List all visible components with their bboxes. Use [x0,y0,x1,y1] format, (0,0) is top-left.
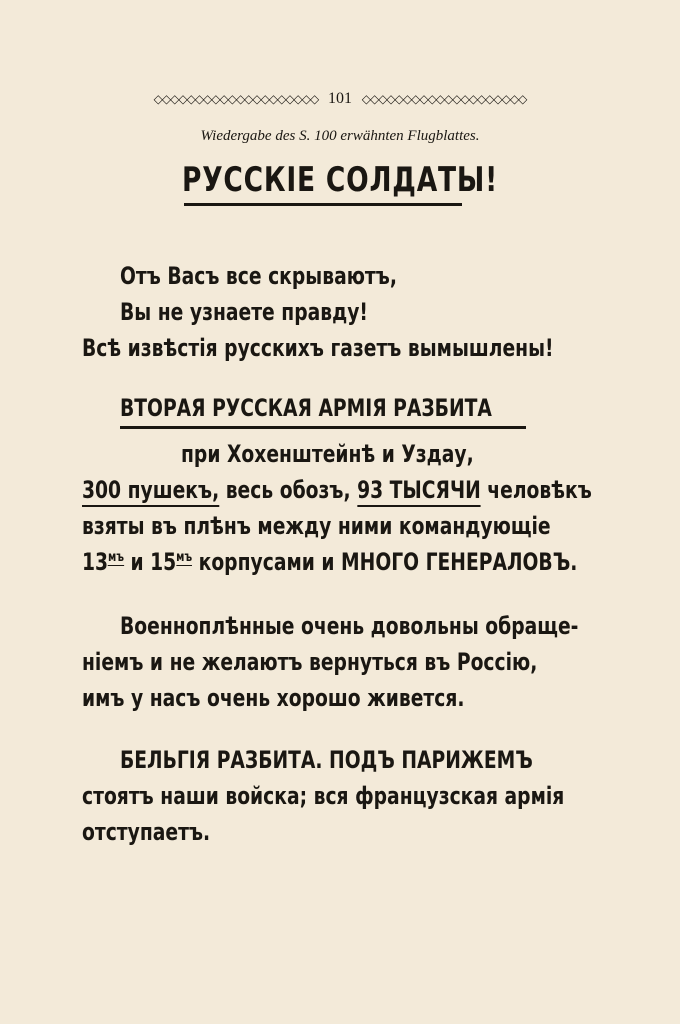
para2-heading: ВТОРАЯ РУССКАЯ АРМІЯ РАЗБИТА [120,394,492,422]
guns-count: 300 пушекъ, [82,476,219,507]
para2-line4 [82,548,577,576]
corps-15: и 15 [123,548,177,576]
para1-line2: Вы не узнаете правду! [120,298,368,326]
corps-13-suffix: мъ [108,550,124,565]
leaflet-title: РУССКІЕ СОЛДАТЫ! [181,160,499,200]
heading-underline [120,426,526,429]
para2-line3: взяты въ плѣнъ между ними командующіе [82,512,551,540]
page-number: 101 [328,90,352,107]
para2-line2-b: весь обозъ, [219,476,358,504]
ornament-left: ◇◇◇◇◇◇◇◇◇◇◇◇◇◇◇◇◇◇◇◇ [153,92,319,106]
ornament-right: ◇◇◇◇◇◇◇◇◇◇◇◇◇◇◇◇◇◇◇◇ [361,92,527,106]
para4-line2: стоятъ наши войска; вся французская армія [82,782,565,810]
prisoners-count: 93 ТЫСЯЧИ [357,476,481,507]
title-underline [184,203,462,206]
para2-line2-d: человѣкъ [480,476,592,504]
para1-line1: Отъ Васъ все скрываютъ, [120,262,397,290]
page-header [0,90,680,108]
para2-line2 [82,476,592,504]
corps-15-suffix: мъ [176,550,193,565]
corps-13: 13 [82,548,109,576]
para4-line1: БЕЛЬГІЯ РАЗБИТА. ПОДЪ ПАРИЖЕМЪ [120,746,533,774]
para3-line3: имъ у насъ очень хорошо живется. [82,684,465,712]
para2-line1: при Хохенштейнѣ и Уздау, [181,440,474,468]
para1-line3: Всѣ извѣстія русскихъ газетъ вымышлены! [82,334,554,362]
caption: Wiedergabe des S. 100 erwähnten Flugblattes. [200,128,480,144]
para4-line3: отступаетъ. [82,818,211,846]
para3-line1: Военноплѣнные очень довольны обраще- [120,612,579,640]
para2-line4-c: корпусами и МНОГО ГЕНЕРАЛОВЪ. [192,548,578,576]
para3-line2: ніемъ и не желаютъ вернуться въ Россію, [82,648,538,676]
